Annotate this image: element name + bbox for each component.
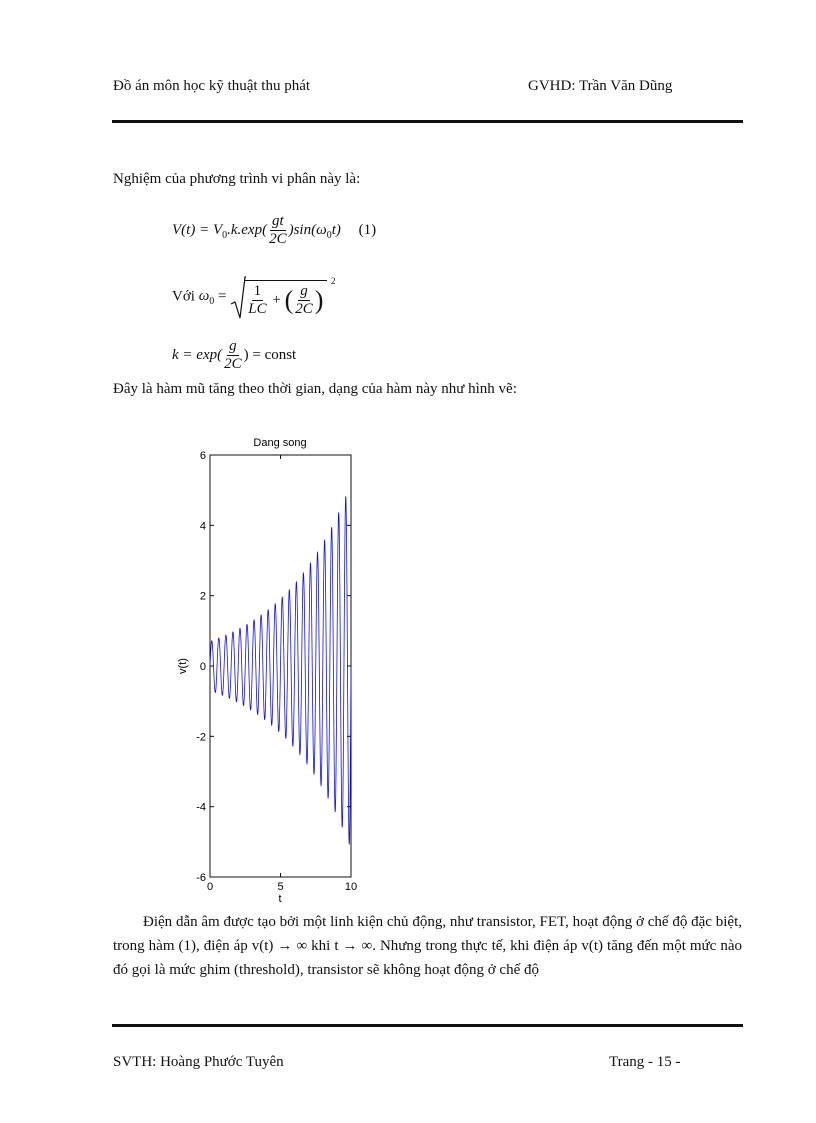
equation-3 [172, 338, 296, 373]
eq1-lhs: V(t) = V [172, 221, 223, 238]
y-tick-label: -6 [196, 872, 206, 884]
eq1-mid: .k.exp( [227, 221, 268, 238]
paren-close-icon: ) [314, 285, 324, 315]
eq3-rhs: ) = const [243, 346, 297, 363]
y-tick-label: 6 [199, 450, 206, 462]
y-tick-label: -2 [196, 731, 206, 744]
paren-open-icon: ( [284, 285, 294, 315]
eq2-exp: 2 [330, 276, 336, 286]
equation-2 [172, 276, 336, 318]
x-tick-label: 10 [344, 881, 358, 893]
waveform-chart [170, 428, 370, 908]
eq1-after: )sin(ω [288, 221, 327, 238]
eq2-frac1 [246, 283, 268, 318]
eq2-eq: = [218, 288, 227, 305]
y-tick-label: 0 [199, 661, 206, 673]
eq2-sub: 0 [209, 295, 215, 307]
eq2-f2-num: g [300, 283, 308, 299]
eq2-frac2 [293, 283, 315, 318]
eq1-label: (1) [358, 221, 377, 238]
eq2-sqrt [230, 276, 336, 318]
eq3-frac-den: 2C [224, 356, 242, 372]
eq1-tail: t) [331, 221, 341, 238]
x-axis-label: t [278, 893, 282, 905]
eq3-frac-num: g [229, 338, 237, 354]
equation-1 [172, 213, 376, 248]
footer-left: SVTH: Hoàng Phước Tuyên [113, 1054, 284, 1070]
eq2-f1-num: 1 [253, 283, 262, 299]
body-paragraph: Điện dẫn âm được tạo bởi một linh kiện chủ động, như transistor, FET, hoạt động ở chế độ đặc biệt, trong hàm (1), điện áp v(t) → ∞ khi t → ∞. Nhưng trong thực tế, khi điện áp v(t) tăng đến một mức nào đó gọi là mức ghim (threshold), transistor sẽ không hoạt động ở chế độ [113, 914, 742, 978]
eq1-sub1: 0 [326, 229, 332, 241]
eq2-omega: ω [198, 287, 210, 304]
header-rule [112, 120, 743, 123]
eq1-sub0: 0 [222, 229, 228, 241]
footer-rule [112, 1024, 743, 1027]
footer-right: Trang - 15 - [609, 1054, 681, 1070]
y-tick-label: 4 [199, 520, 206, 533]
x-tick-label: 5 [277, 881, 284, 893]
eq2-prefix: Với [172, 288, 195, 305]
desc-text: Đây là hàm mũ tăng theo thời gian, dạng của hàm này như hình vẽ: [113, 381, 517, 397]
eq3-lhs: k = exp( [172, 346, 223, 363]
eq2-plus: + [272, 292, 281, 308]
sqrt-sign-icon [230, 276, 246, 320]
y-tick-label: 2 [199, 590, 206, 603]
y-axis-label: v(t) [177, 658, 189, 674]
eq1-frac-den: 2C [269, 231, 287, 247]
chart-title: Dang song [253, 437, 307, 449]
eq1-frac-num: gt [272, 213, 284, 229]
eq2-f2-den: 2C [295, 301, 313, 317]
intro-text: Nghiệm của phương trình vi phân này là: [113, 171, 361, 187]
eq2-f1-den: LC [248, 301, 267, 317]
header-right: GVHD: Trần Văn Dũng [528, 78, 673, 94]
x-tick-label: 0 [206, 881, 214, 893]
header-left: Đồ án môn học kỹ thuật thu phát [113, 78, 311, 94]
y-tick-label: -4 [196, 801, 206, 814]
eq1-fraction [267, 213, 289, 248]
eq3-fraction [222, 338, 244, 373]
